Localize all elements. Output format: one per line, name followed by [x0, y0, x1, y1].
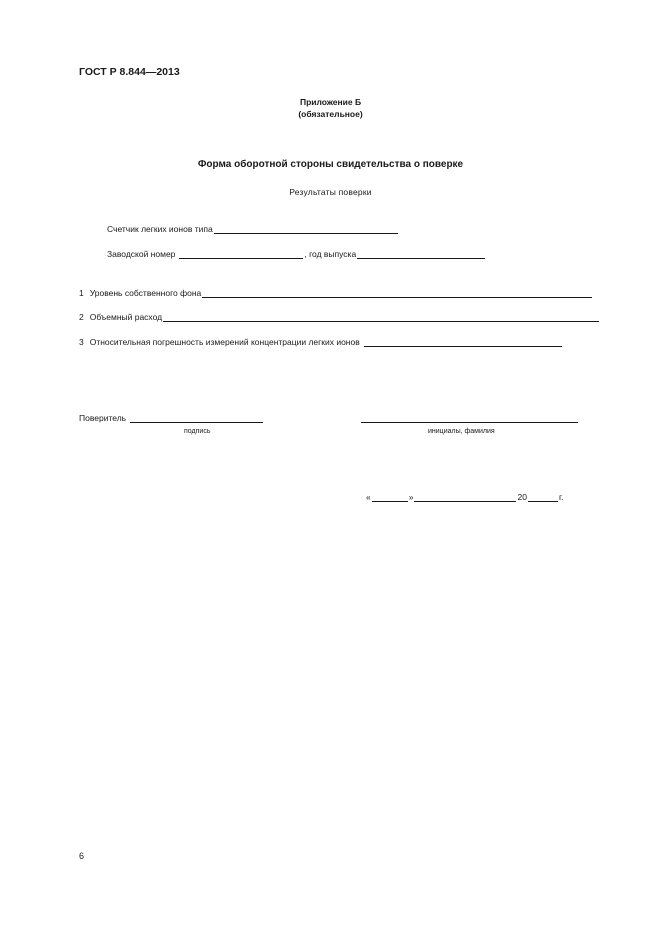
form-title: Форма оборотной стороны свидетельства о поверке	[197, 159, 464, 170]
page-number: 6	[79, 851, 85, 861]
meter-type-blank[interactable]	[214, 224, 398, 234]
year-blank[interactable]	[357, 249, 485, 259]
item-blank[interactable]	[202, 288, 592, 298]
item-number: 1	[79, 288, 84, 298]
item-number: 3	[79, 337, 84, 347]
date-close-quote: »	[408, 492, 414, 502]
item-blank[interactable]	[364, 337, 562, 347]
name-caption: инициалы, фамилия	[428, 428, 495, 435]
appendix-title: Приложение Б	[299, 97, 362, 107]
serial-blank[interactable]	[179, 249, 303, 259]
year-suffix: г.	[558, 492, 564, 502]
serial-row	[107, 249, 486, 259]
verifier-row	[79, 413, 264, 423]
item-number: 2	[79, 312, 84, 322]
standard-code: ГОСТ Р 8.844—2013	[79, 66, 180, 78]
form-subtitle: Результаты поверки	[289, 187, 372, 197]
serial-label: Заводской номер	[107, 249, 176, 259]
signature-blank[interactable]	[130, 413, 263, 423]
item-label: Объемный расход	[89, 312, 163, 322]
item-row-2	[79, 312, 600, 322]
appendix-note: (обязательное)	[298, 109, 363, 119]
signature-caption: подпись	[184, 428, 211, 435]
year-prefix: 20	[517, 492, 527, 502]
year-digits-blank[interactable]	[528, 492, 558, 502]
day-blank[interactable]	[372, 492, 408, 502]
verifier-label: Поверитель	[79, 413, 127, 423]
date-row	[366, 492, 563, 502]
month-blank[interactable]	[414, 492, 516, 502]
item-label: Относительная погрешность измерений концентрации легких ионов	[89, 337, 360, 347]
meter-type-row	[107, 224, 399, 234]
item-blank[interactable]	[163, 312, 599, 322]
date-open-quote: «	[366, 492, 371, 502]
item-label: Уровень собственного фона	[89, 288, 202, 298]
year-label: , год выпуска	[304, 249, 357, 259]
meter-type-label: Счетчик легких ионов типа	[107, 224, 213, 234]
item-row-3	[79, 337, 563, 347]
name-blank[interactable]	[361, 413, 578, 423]
item-row-1	[79, 288, 593, 298]
